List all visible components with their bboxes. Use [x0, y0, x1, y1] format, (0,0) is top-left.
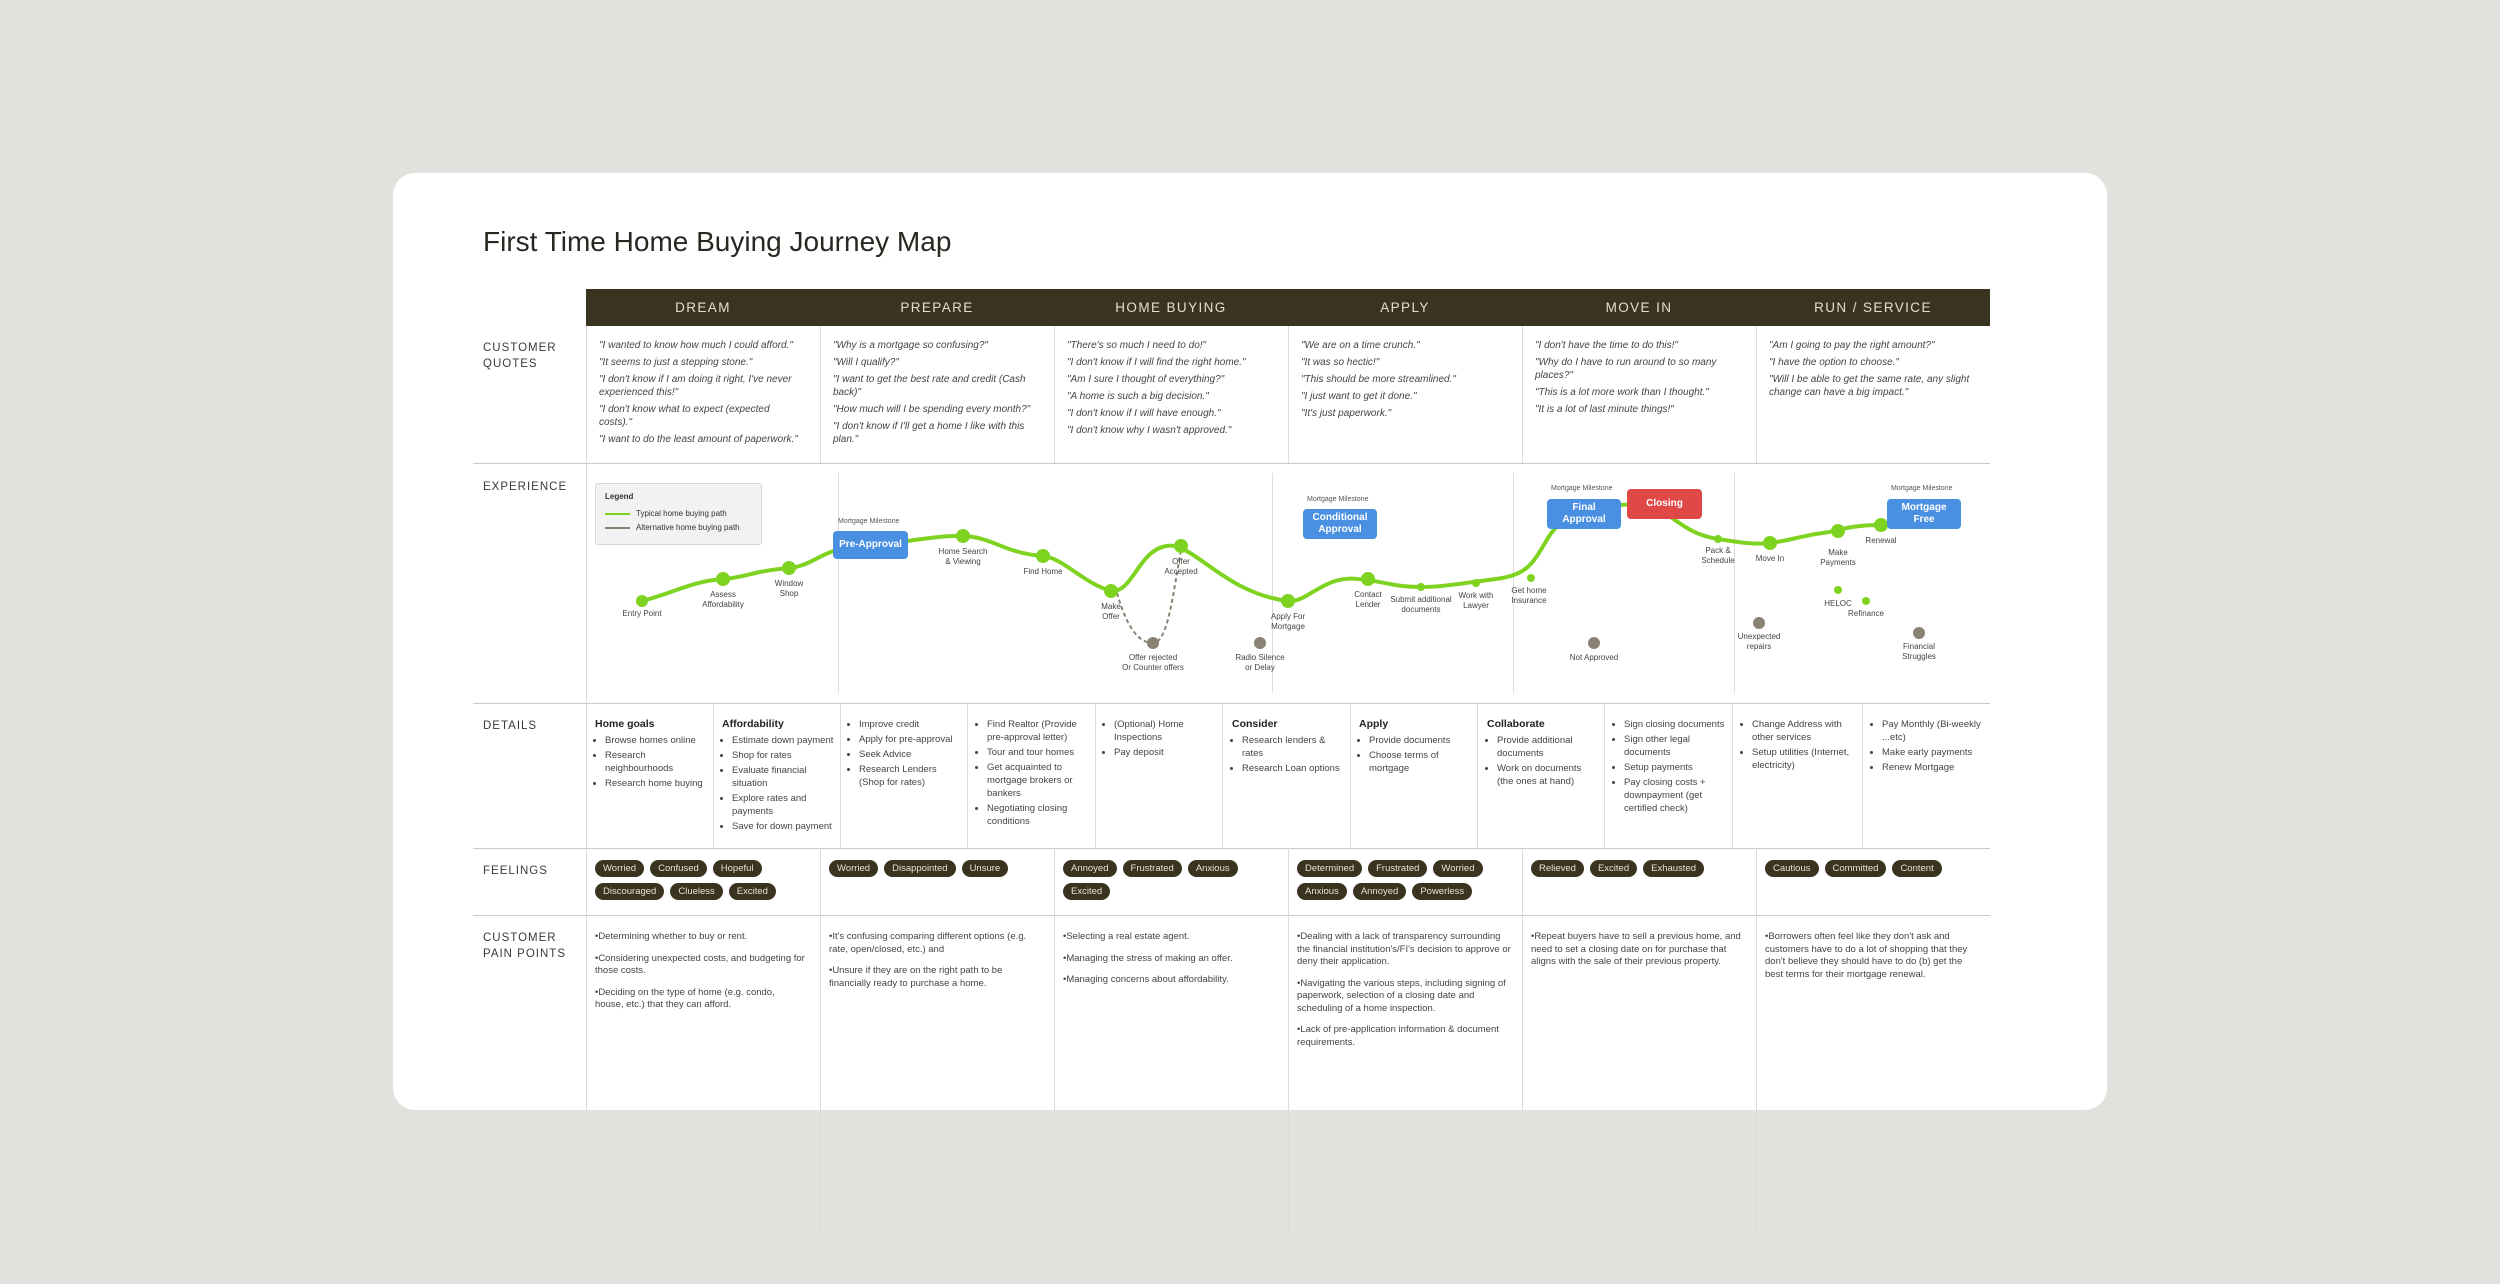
pain-point: •Repeat buyers have to sell a previous home, and need to set a closing date on for purchase that aligns with the sale of their previous property.	[1531, 931, 1741, 967]
details-item: • Setup utilities (Internet, electricity)	[1752, 746, 1856, 772]
quote: "It's just paperwork."	[1301, 408, 1392, 419]
details-item: • Negotiating closing conditions	[987, 802, 1089, 828]
details-item: • Seek Advice	[859, 748, 961, 761]
home-insurance-node	[1527, 574, 1535, 582]
move-in-node	[1763, 536, 1777, 550]
details-item: • Get acquainted to mortgage brokers or bankers	[987, 761, 1089, 800]
feeling-badge: Determined	[1297, 860, 1362, 877]
details-item: • Make early payments	[1882, 746, 1984, 759]
quote: "I want to get the best rate and credit (Cash back)"	[833, 374, 1026, 398]
renewal-label: Renewal	[1865, 536, 1897, 545]
quote: "I don't know why I wasn't approved."	[1067, 425, 1232, 436]
pain-point: •Considering unexpected costs, and budgeting for those costs.	[595, 952, 805, 976]
quote: "Will I be able to get the same rate, any slight change can have a big impact."	[1769, 374, 1970, 398]
legend-typical	[605, 509, 727, 518]
pack-schedule-node	[1714, 535, 1722, 543]
details-item: • Evaluate financial situation	[732, 764, 834, 790]
pain-point: •Lack of pre-application information & document requirements.	[1297, 1024, 1499, 1048]
quote: "I don't know if I'll get a home I like with this plan."	[833, 421, 1025, 445]
details-item: • Research Loan options	[1242, 762, 1344, 775]
feeling-badge: Clueless	[670, 883, 722, 900]
quote: "Am I sure I thought of everything?"	[1067, 374, 1225, 385]
pain-run-service	[1765, 931, 1980, 990]
details-move-in	[1742, 718, 1856, 774]
stage-dream: DREAM	[675, 300, 731, 315]
financial-struggles-label: Financial Struggles	[1902, 642, 1936, 661]
offer-accepted-node	[1174, 539, 1188, 553]
details-home-goals	[595, 718, 707, 792]
radio-silence-label: Radio Silence or Delay	[1235, 653, 1285, 672]
feelings-prepare	[829, 860, 1049, 877]
stage-run-service: RUN / SERVICE	[1814, 300, 1932, 315]
window-shop-node	[782, 561, 796, 575]
details-title: Apply	[1359, 718, 1389, 730]
quote: "It was so hectic!"	[1301, 357, 1380, 368]
unexpected-repairs-node	[1753, 617, 1765, 629]
stage-move-in: MOVE IN	[1605, 300, 1673, 315]
legend-typical-swatch	[605, 513, 630, 515]
quote: "This is a lot more work than I thought."	[1535, 387, 1709, 398]
quote: "A home is such a big decision."	[1067, 391, 1209, 402]
quote: "Why is a mortgage so confusing?"	[833, 340, 988, 351]
feeling-badge: Confused	[650, 860, 707, 877]
details-item: • Renew Mortgage	[1882, 761, 1984, 774]
legend	[595, 483, 762, 545]
pre-approval-milestone: Pre-Approval	[833, 531, 908, 559]
pain-move-in	[1531, 931, 1746, 978]
quote: "How much will I be spending every month?"	[833, 404, 1031, 415]
mortgage-free-milestone: Mortgage Free	[1887, 499, 1961, 529]
make-offer-label: Make Offer	[1101, 602, 1121, 621]
legend-alternative-label: Alternative home buying path	[636, 523, 740, 532]
pain-apply	[1297, 931, 1515, 1058]
details-run-service	[1872, 718, 1984, 776]
apply-mortgage-label: Apply For Mortgage	[1270, 612, 1306, 631]
feeling-badge: Committed	[1825, 860, 1887, 877]
feeling-badge: Cautious	[1765, 860, 1819, 877]
feeling-badge: Relieved	[1531, 860, 1584, 877]
entry-point-node	[636, 595, 648, 607]
heloc-node	[1834, 586, 1842, 594]
renewal-node	[1874, 518, 1888, 532]
row-label-details: DETAILS	[483, 720, 538, 732]
find-home-label: Find Home	[1023, 567, 1063, 576]
legend-alternative-swatch	[605, 527, 630, 529]
details-item: • Work on documents (the ones at hand)	[1497, 762, 1599, 788]
quote: "I don't know what to expect (expected costs)."	[599, 404, 770, 428]
milestone-label: Mortgage Milestone	[1551, 485, 1613, 492]
feelings-home-buying	[1063, 860, 1283, 900]
feeling-badge: Excited	[729, 883, 776, 900]
pack-schedule-label: Pack & Schedule	[1701, 546, 1735, 565]
feeling-badge: Frustrated	[1123, 860, 1182, 877]
quote: "This should be more streamlined."	[1301, 374, 1456, 385]
feeling-badge: Annoyed	[1353, 883, 1407, 900]
home-search-node	[956, 529, 970, 543]
pain-point: •Determining whether to buy or rent.	[595, 931, 748, 942]
details-item: • (Optional) Home Inspections	[1114, 718, 1216, 744]
pain-point: •It's confusing comparing different options (e.g. rate, open/closed, etc.) and	[829, 931, 1027, 955]
quote: "I have the option to choose."	[1769, 357, 1899, 368]
quote: "Am I going to pay the right amount?"	[1769, 340, 1935, 351]
legend-title: Legend	[605, 492, 634, 501]
details-item: • Research home buying	[605, 777, 707, 790]
row-label-pain-points: CUSTOMER PAIN POINTS	[483, 932, 566, 960]
feelings-apply	[1297, 860, 1517, 900]
quote: "I don't know if I will have enough."	[1067, 408, 1221, 419]
feeling-badge: Frustrated	[1368, 860, 1427, 877]
feelings-dream	[595, 860, 815, 900]
quote: "I don't have the time to do this!"	[1535, 340, 1678, 351]
feeling-badge: Anxious	[1297, 883, 1347, 900]
legend-typical-label: Typical home buying path	[636, 509, 727, 518]
details-item: • Save for down payment	[732, 820, 834, 833]
details-item: • Research Lenders (Shop for rates)	[859, 763, 961, 789]
details-collaborate	[1487, 718, 1599, 790]
quote: "I just want to get it done."	[1301, 391, 1417, 402]
pain-point: •Deciding on the type of home (e.g. condo, house, etc.) that they can afford.	[595, 986, 775, 1010]
feeling-badge: Worried	[829, 860, 878, 877]
details-item: • Sign other legal documents	[1624, 733, 1726, 759]
final-approval-milestone: Final Approval	[1547, 499, 1621, 529]
feeling-badge: Powerless	[1412, 883, 1472, 900]
quote: "There's so much I need to do!"	[1067, 340, 1207, 351]
details-item: • Pay closing costs + downpayment (get certified check)	[1624, 776, 1726, 815]
home-search-label: Home Search & Viewing	[938, 547, 988, 566]
details-item: • Change Address with other services	[1752, 718, 1856, 744]
details-item: • Shop for rates	[732, 749, 834, 762]
financial-struggles-node	[1913, 627, 1925, 639]
details-item: • Choose terms of mortgage	[1369, 749, 1471, 775]
work-lawyer-label: Work with Lawyer	[1458, 591, 1494, 610]
window-shop-label: Window Shop	[774, 579, 804, 598]
assess-affordability-node	[716, 572, 730, 586]
contact-lender-node	[1361, 572, 1375, 586]
details-item: • Apply for pre-approval	[859, 733, 961, 746]
row-label-experience: EXPERIENCE	[483, 481, 568, 493]
work-lawyer-node	[1472, 579, 1480, 587]
home-insurance-label: Get home Insurance	[1511, 586, 1547, 605]
apply-mortgage-node	[1281, 594, 1295, 608]
feeling-badge: Disappointed	[884, 860, 955, 877]
details-item: • Research lenders & rates	[1242, 734, 1344, 760]
details-home-buying	[977, 718, 1089, 830]
details-item: • Pay deposit	[1114, 746, 1216, 759]
details-item: • Sign closing documents	[1624, 718, 1726, 731]
pain-point: •Selecting a real estate agent.	[1063, 931, 1190, 942]
radio-silence-node	[1254, 637, 1266, 649]
not-approved-label: Not Approved	[1569, 653, 1619, 662]
pain-prepare	[829, 931, 1044, 999]
row-label-feelings: FEELINGS	[483, 865, 548, 877]
quote: "I don't know if I will find the right home."	[1067, 357, 1246, 368]
contact-lender-label: Contact Lender	[1354, 590, 1382, 609]
pain-point: •Navigating the various steps, including signing of paperwork, selection of a closing date and scheduling of a home inspection.	[1297, 977, 1506, 1014]
pain-point: •Managing concerns about affordability.	[1063, 974, 1229, 985]
submit-docs-label: Submit additional documents	[1390, 595, 1452, 614]
feeling-badge: Hopeful	[713, 860, 762, 877]
details-item: • Provide documents	[1369, 734, 1471, 747]
pain-point: •Managing the stress of making an offer.	[1063, 952, 1233, 964]
heloc-label: HELOC	[1824, 599, 1852, 608]
offer-accepted-label: Offer Accepted	[1164, 557, 1198, 576]
offer-rejected-node	[1147, 637, 1159, 649]
feelings-run-service	[1765, 860, 1985, 877]
row-label-quotes: CUSTOMER QUOTES	[483, 342, 557, 370]
not-approved-node	[1588, 637, 1600, 649]
assess-affordability-label: Assess Affordability	[702, 590, 744, 609]
stage-apply: APPLY	[1380, 300, 1430, 315]
details-item: • Setup payments	[1624, 761, 1726, 774]
make-payments-node	[1831, 524, 1845, 538]
details-title: Affordability	[722, 718, 784, 730]
quote: "I don't know if I am doing it right, I've never experienced this!"	[599, 374, 792, 398]
details-closing	[1614, 718, 1726, 817]
pain-point: •Dealing with a lack of transparency surrounding the financial institution's/FI's decision to approve or deny their application.	[1297, 931, 1511, 967]
submit-docs-node	[1417, 583, 1425, 591]
journey-map-card	[393, 173, 2107, 1110]
milestone-label: Mortgage Milestone	[1891, 485, 1953, 492]
quote: "Why do I have to run around to so many places?"	[1535, 357, 1717, 381]
details-consider	[1232, 718, 1344, 777]
make-offer-node	[1104, 584, 1118, 598]
feeling-badge: Unsure	[962, 860, 1009, 877]
details-apply	[1359, 718, 1471, 777]
details-title: Collaborate	[1487, 718, 1545, 730]
stage-home-buying: HOME BUYING	[1115, 300, 1227, 315]
closing-milestone: Closing	[1627, 489, 1702, 519]
details-item: • Find Realtor (Provide pre-approval letter)	[987, 718, 1089, 744]
find-home-node	[1036, 549, 1050, 563]
feeling-badge: Anxious	[1188, 860, 1238, 877]
quote: "I want to do the least amount of paperwork."	[599, 434, 798, 445]
details-item: • Research neighbourhoods	[605, 749, 707, 775]
quote: "Will I qualify?"	[833, 357, 899, 368]
feeling-badge: Excited	[1063, 883, 1110, 900]
pain-point: •Unsure if they are on the right path to be financially ready to purchase a home.	[829, 965, 1003, 989]
feeling-badge: Excited	[1590, 860, 1637, 877]
quote: "It is a lot of last minute things!"	[1535, 404, 1674, 415]
feeling-badge: Annoyed	[1063, 860, 1117, 877]
make-payments-label: Make Payments	[1820, 548, 1856, 567]
details-item: • Explore rates and payments	[732, 792, 834, 818]
milestone-label: Mortgage Milestone	[1307, 496, 1369, 503]
details-inspections	[1104, 718, 1216, 761]
details-item: • Pay Monthly (Bi-weekly ...etc)	[1882, 718, 1984, 744]
conditional-approval-milestone: Conditional Approval	[1303, 509, 1377, 539]
refinance-node	[1862, 597, 1870, 605]
quote: "It seems to just a stepping stone."	[599, 357, 753, 368]
stage-prepare: PREPARE	[900, 300, 974, 315]
feeling-badge: Worried	[1433, 860, 1482, 877]
refinance-label: Refinance	[1847, 609, 1885, 618]
legend-alternative	[605, 523, 740, 532]
details-item: • Estimate down payment	[732, 734, 834, 747]
milestone-label: Mortgage Milestone	[838, 518, 900, 525]
quote: "I wanted to know how much I could afford."	[599, 340, 793, 351]
feeling-badge: Content	[1892, 860, 1941, 877]
details-title: Home goals	[595, 718, 655, 730]
feeling-badge: Discouraged	[595, 883, 664, 900]
pain-dream	[595, 931, 805, 1021]
unexpected-repairs-label: Unexpected repairs	[1737, 632, 1781, 651]
feelings-move-in	[1531, 860, 1751, 877]
quote: "We are on a time crunch."	[1301, 340, 1420, 351]
details-prepare	[849, 718, 961, 791]
feeling-badge: Exhausted	[1643, 860, 1704, 877]
page-title: First Time Home Buying Journey Map	[483, 226, 952, 257]
details-item: • Browse homes online	[605, 734, 707, 747]
offer-rejected-label: Offer rejected Or Counter offers	[1122, 653, 1184, 672]
details-item: • Provide additional documents	[1497, 734, 1599, 760]
feeling-badge: Worried	[595, 860, 644, 877]
details-item: • Tour and tour homes	[987, 746, 1089, 759]
pain-home-buying	[1063, 931, 1278, 996]
entry-point-label: Entry Point	[622, 609, 662, 618]
details-title: Consider	[1232, 718, 1278, 730]
move-in-label: Move In	[1755, 554, 1785, 563]
details-item: • Improve credit	[859, 718, 961, 731]
details-affordability	[722, 718, 834, 835]
pain-point: •Borrowers often feel like they don't ask and customers have to do a lot of shopping that they don't believe they should have to do (b) get the best terms for their mortgage renewal.	[1765, 931, 1968, 980]
